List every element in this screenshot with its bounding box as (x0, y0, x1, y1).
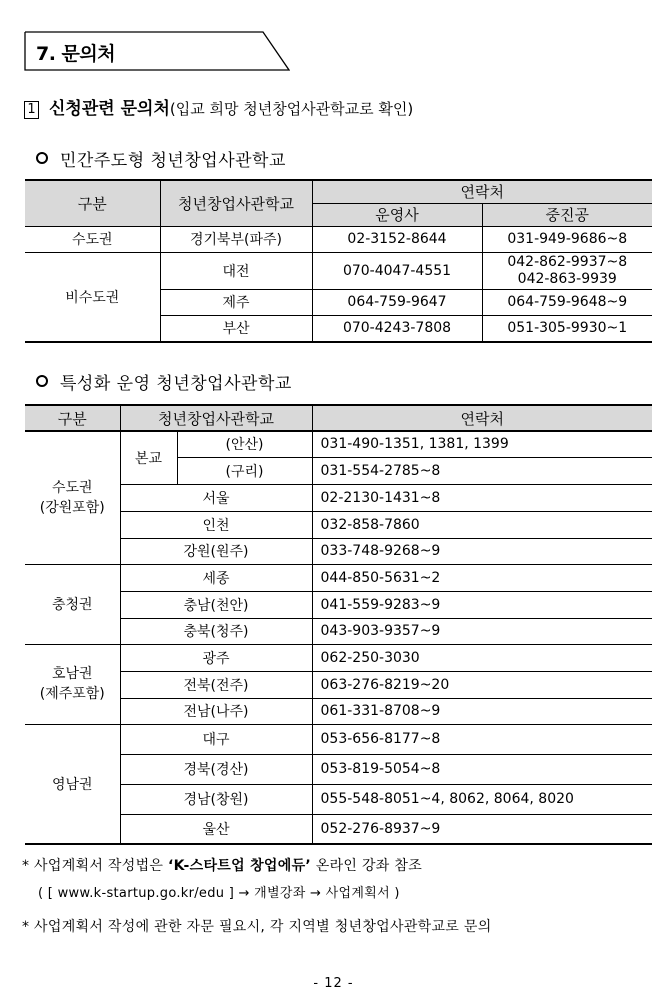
region-cell (25, 644, 120, 724)
school-cell: 경기북부(파주) (160, 226, 312, 252)
table2-heading-text: 특성화 운영 청년창업사관학교 (60, 374, 292, 394)
note1-prefix: * 사업계획서 작성법은 (22, 858, 168, 874)
header-agency: 중진공 (482, 203, 652, 226)
section-title (24, 31, 290, 71)
table-row (25, 431, 652, 457)
note-edu-link: ( [ www.k-startup.go.kr/edu ] → 개별강좌 → 사업계획서 ) (38, 886, 400, 901)
subheading (24, 94, 413, 119)
circle-bullet-icon (36, 152, 48, 164)
school-cell: 충북(청주) (120, 618, 312, 644)
contact-cell: 041-559-9283~9 (312, 591, 652, 618)
school-cell: 경남(창원) (120, 784, 312, 814)
table-row (25, 591, 652, 618)
contact-cell: 063-276-8219~20 (312, 671, 652, 698)
operator-phone: 070-4047-4551 (312, 252, 482, 289)
header-region: 구분 (25, 180, 160, 226)
subheading-note: (입교 희망 청년창업사관학교로 확인) (169, 100, 414, 118)
school-cell: (안산) (177, 431, 312, 457)
table1-heading-text: 민간주도형 청년창업사관학교 (60, 151, 286, 171)
contact-cell: 043-903-9357~9 (312, 618, 652, 644)
school-cell: 대전 (160, 252, 312, 289)
operator-phone: 070-4243-7808 (312, 315, 482, 342)
header-school: 청년창업사관학교 (160, 180, 312, 226)
contact-cell: 02-2130-1431~8 (312, 484, 652, 511)
header-operator: 운영사 (312, 203, 482, 226)
operator-phone: 02-3152-8644 (312, 226, 482, 252)
region-cell: 충청권 (25, 564, 120, 644)
note-edu-course (22, 855, 422, 875)
table-row (25, 484, 652, 511)
school-cell: 세종 (120, 564, 312, 591)
contact-cell: 053-819-5054~8 (312, 754, 652, 784)
region-sub: (제주포함) (39, 686, 105, 702)
table-row (25, 538, 652, 564)
table-row (25, 724, 652, 754)
school-cell: 제주 (160, 289, 312, 315)
school-cell: 대구 (120, 724, 312, 754)
operator-phone: 064-759-9647 (312, 289, 482, 315)
contact-cell: 061-331-8708~9 (312, 698, 652, 724)
region-cell (25, 431, 120, 564)
subheading-number: 1 (24, 101, 39, 119)
contact-cell: 052-276-8937~9 (312, 814, 652, 844)
contact-cell: 044-850-5631~2 (312, 564, 652, 591)
table-row (25, 698, 652, 724)
table-row (25, 784, 652, 814)
header-contact: 연락처 (312, 405, 652, 431)
region-cell: 영남권 (25, 724, 120, 844)
agency-phone: 051-305-9930~1 (482, 315, 652, 342)
private-school-contact-table (25, 179, 652, 343)
agency-phone: 064-759-9648~9 (482, 289, 652, 315)
school-cell: 광주 (120, 644, 312, 671)
table-row (25, 814, 652, 844)
school-cell: 강원(원주) (120, 538, 312, 564)
school-cell: 울산 (120, 814, 312, 844)
circle-bullet-icon (36, 375, 48, 387)
agency-phone: 031-949-9686~8 (482, 226, 652, 252)
contact-cell: 053-656-8177~8 (312, 724, 652, 754)
note-consulting: * 사업계획서 작성에 관한 자문 필요시, 각 지역별 청년창업사관학교로 문의 (22, 919, 492, 935)
school-cell: 충남(천안) (120, 591, 312, 618)
header-region: 구분 (25, 405, 120, 431)
table-row (25, 644, 652, 671)
subheading-title: 신청관련 문의처 (49, 99, 170, 119)
table-row (25, 511, 652, 538)
region-cell: 비수도권 (25, 252, 160, 342)
contact-cell: 062-250-3030 (312, 644, 652, 671)
page-number: - 12 - (313, 976, 354, 991)
header-school: 청년창업사관학교 (120, 405, 312, 431)
region-cell: 수도권 (25, 226, 160, 252)
contact-cell: 031-490-1351, 1381, 1399 (312, 431, 652, 457)
school-cell: 부산 (160, 315, 312, 342)
main-campus-cell: 본교 (120, 431, 177, 484)
contact-cell: 032-858-7860 (312, 511, 652, 538)
contact-cell: 033-748-9268~9 (312, 538, 652, 564)
agency-phone-line1: 042-862-9937~8 (507, 253, 628, 270)
school-cell: 전남(나주) (120, 698, 312, 724)
agency-phone (482, 252, 652, 289)
school-cell: 전북(전주) (120, 671, 312, 698)
table-row (25, 564, 652, 591)
school-cell: 서울 (120, 484, 312, 511)
header-contact: 연락처 (312, 180, 652, 203)
region-name: 호남권 (51, 666, 93, 682)
contact-cell: 031-554-2785~8 (312, 457, 652, 484)
table-row (25, 618, 652, 644)
agency-phone-line2: 042-863-9939 (517, 270, 617, 287)
table1-heading (36, 146, 286, 171)
school-cell: 경북(경산) (120, 754, 312, 784)
contact-cell: 055-548-8051~4, 8062, 8064, 8020 (312, 784, 652, 814)
school-cell: 인천 (120, 511, 312, 538)
table2-heading (36, 369, 292, 394)
table-row (25, 754, 652, 784)
school-cell: (구리) (177, 457, 312, 484)
table-row (25, 671, 652, 698)
section-title-text: 7. 문의처 (36, 43, 116, 65)
region-name: 수도권 (51, 479, 93, 496)
note1-course-name: ‘K-스타트업 창업에듀’ (167, 858, 312, 874)
region-sub: (강원포함) (39, 499, 105, 516)
table-row (25, 226, 652, 252)
table-row (25, 252, 652, 289)
specialized-school-contact-table (25, 404, 652, 845)
note1-suffix: 온라인 강좌 참조 (311, 858, 423, 874)
